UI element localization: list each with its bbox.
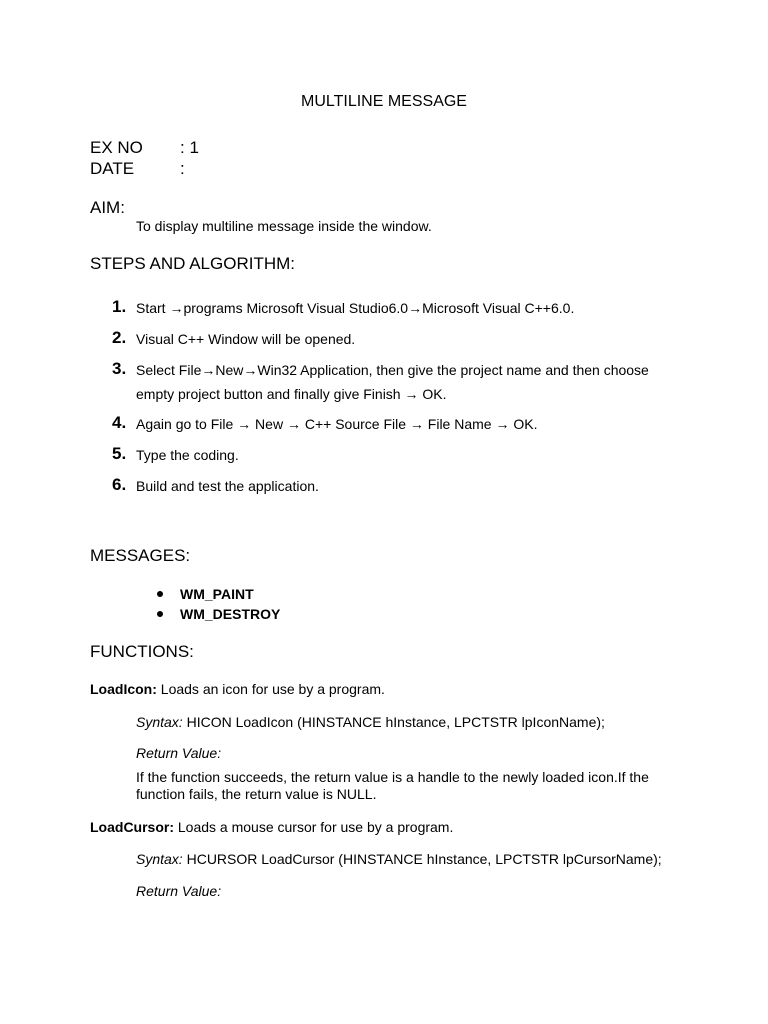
step-text: Again go to File → New → C++ Source File → File Name → OK. — [136, 416, 538, 432]
load-cursor-line — [90, 819, 453, 835]
ex-no-value: : 1 — [180, 138, 199, 157]
date-value: : — [180, 159, 185, 178]
return-value-label: Return Value: — [136, 883, 222, 899]
syntax-text: HICON LoadIcon (HINSTANCE hInstance, LPCTSTR lpIconName); — [182, 714, 605, 730]
return-value-label: Return Value: — [136, 745, 222, 761]
aim-heading: AIM: — [90, 198, 125, 217]
step-text: Select File→New→Win32 Application, then give the project name and then choose — [136, 362, 649, 378]
bullet-icon — [157, 611, 163, 617]
return-value-text: If the function succeeds, the return value is a handle to the newly loaded icon.If the — [136, 769, 649, 785]
step-number: 4. — [112, 413, 127, 432]
ex-no-label: EX NO — [90, 138, 143, 157]
functions-heading: FUNCTIONS: — [90, 642, 194, 661]
step-text: Visual C++ Window will be opened. — [136, 331, 356, 347]
message-item: WM_PAINT — [180, 586, 254, 602]
step-number: 6. — [112, 475, 127, 494]
load-icon-name: LoadIcon: — [90, 681, 157, 697]
syntax-label: Syntax: — [136, 851, 183, 867]
date-label: DATE — [90, 159, 135, 178]
step-text: Start →programs Microsoft Visual Studio6.0→Microsoft Visual C++6.0. — [136, 300, 575, 316]
load-icon-line — [90, 681, 385, 697]
step-number: 2. — [112, 328, 127, 347]
load-icon-desc: Loads an icon for use by a program. — [156, 681, 385, 697]
step-text-continued: empty project button and finally give Finish → OK. — [136, 386, 447, 402]
return-value-text: function fails, the return value is NULL. — [136, 786, 377, 802]
bullet-icon — [157, 591, 163, 597]
steps-heading: STEPS AND ALGORITHM: — [90, 254, 295, 273]
step-number: 3. — [112, 359, 127, 378]
ex-no-row — [90, 138, 199, 158]
aim-text: To display multiline message inside the window. — [136, 218, 432, 234]
load-icon-syntax — [136, 714, 605, 730]
messages-heading: MESSAGES: — [90, 546, 191, 565]
syntax-text: HCURSOR LoadCursor (HINSTANCE hInstance, LPCTSTR lpCursorName); — [182, 851, 662, 867]
step-number: 1. — [112, 297, 127, 316]
document-title: MULTILINE MESSAGE — [301, 93, 467, 110]
load-cursor-desc: Loads a mouse cursor for use by a program. — [174, 819, 454, 835]
syntax-label: Syntax: — [136, 714, 183, 730]
step-text: Type the coding. — [136, 447, 239, 463]
load-cursor-syntax — [136, 851, 662, 867]
step-text: Build and test the application. — [136, 478, 319, 494]
date-row — [90, 159, 185, 179]
step-number: 5. — [112, 444, 127, 463]
message-item: WM_DESTROY — [180, 606, 281, 622]
load-cursor-name: LoadCursor: — [90, 819, 174, 835]
